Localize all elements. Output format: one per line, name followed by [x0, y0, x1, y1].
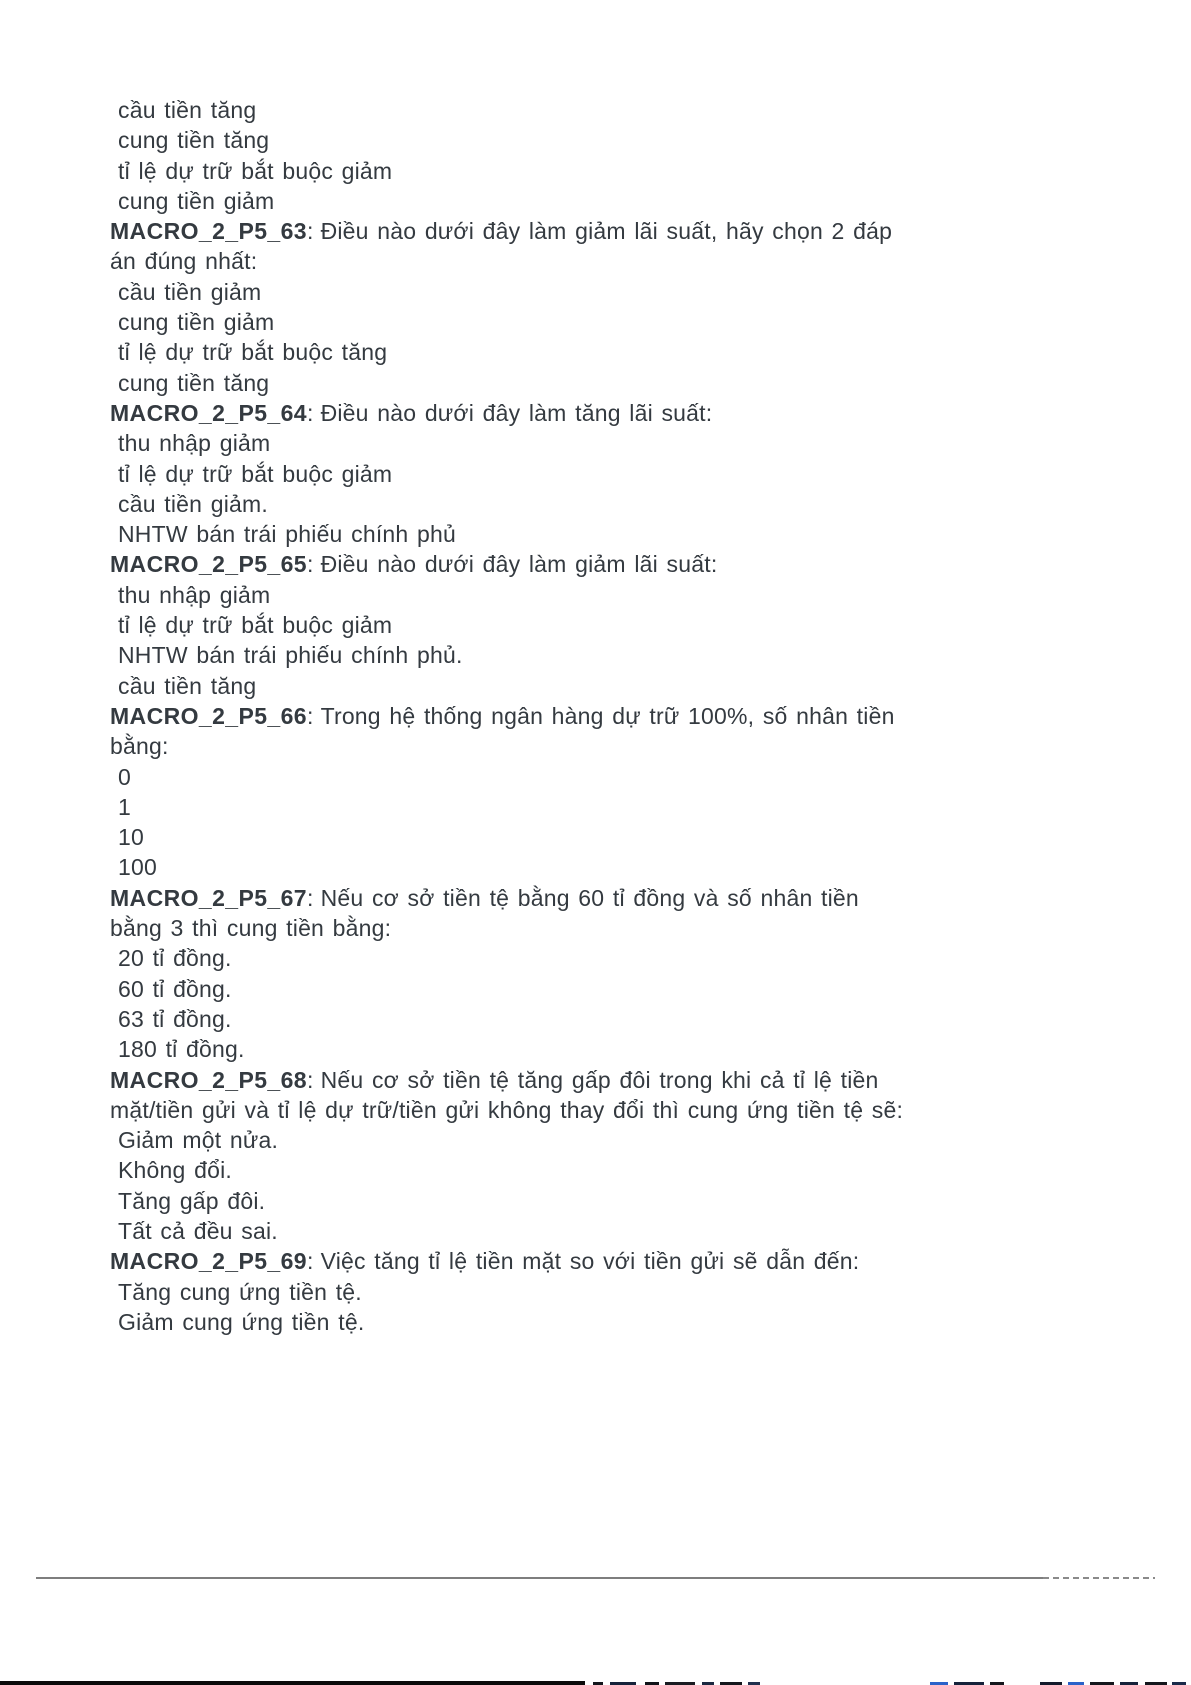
answer-option: thu nhập giảm	[118, 430, 271, 457]
question-list	[110, 95, 1180, 1337]
question-id: MACRO_2_P5_63	[110, 218, 307, 245]
question-first-line	[110, 701, 1180, 731]
question-prompt-line: bằng 3 thì cung tiền bằng:	[110, 915, 392, 942]
question-first-line	[110, 549, 1180, 579]
answer-option: 0	[118, 763, 131, 790]
question-first-line	[110, 398, 1180, 428]
question-id: MACRO_2_P5_64	[110, 399, 307, 426]
answer-option: Tăng cung ứng tiền tệ.	[118, 1278, 362, 1305]
question-block	[110, 549, 1180, 700]
answer-option: thu nhập giảm	[118, 581, 271, 608]
answer-option: 63 tỉ đồng.	[118, 1005, 232, 1032]
question-prompt-line: Nếu cơ sở tiền tệ tăng gấp đôi trong khi cả tỉ lệ tiền	[320, 1066, 879, 1093]
answer-option: cầu tiền tăng	[118, 97, 257, 123]
answer-option: 1	[118, 793, 131, 820]
answer-option: tỉ lệ dự trữ bắt buộc giảm	[118, 612, 393, 639]
footer-divider-dashes	[1043, 1577, 1155, 1579]
question-block	[110, 1065, 1180, 1247]
answer-option: Tất cả đều sai.	[118, 1217, 278, 1244]
question-id-separator: :	[306, 399, 314, 426]
question-prompt-line: Việc tăng tỉ lệ tiền mặt so với tiền gửi sẽ dẫn đến:	[320, 1248, 860, 1275]
question-prompt-line: Nếu cơ sở tiền tệ bằng 60 tỉ đồng và số nhân tiền	[320, 884, 859, 911]
bottom-cutoff-bar	[0, 1681, 585, 1685]
question-id: MACRO_2_P5_69	[110, 1248, 307, 1275]
answer-option: 180 tỉ đồng.	[118, 1036, 245, 1063]
question-block	[110, 398, 1180, 549]
question-block	[110, 216, 1180, 398]
answer-option: Giảm một nửa.	[118, 1127, 279, 1154]
question-block	[110, 701, 1180, 883]
question-id-separator: :	[306, 551, 314, 578]
answer-option: Tăng gấp đôi.	[118, 1187, 266, 1214]
orphan-options-block	[110, 95, 1180, 216]
answer-option: tỉ lệ dự trữ bắt buộc tăng	[118, 339, 388, 366]
answer-option: cung tiền tăng	[118, 127, 270, 154]
question-first-line	[110, 1246, 1180, 1276]
answer-option: Không đổi.	[118, 1157, 232, 1184]
question-id-separator: :	[306, 1066, 314, 1093]
question-id-separator: :	[306, 1248, 314, 1275]
question-first-line	[110, 883, 1180, 913]
question-id: MACRO_2_P5_68	[110, 1066, 307, 1093]
question-prompt-line: bằng:	[110, 733, 169, 760]
answer-option: tỉ lệ dự trữ bắt buộc giảm	[118, 157, 393, 184]
answer-option: NHTW bán trái phiếu chính phủ.	[118, 642, 463, 669]
question-prompt-line: Trong hệ thống ngân hàng dự trữ 100%, số nhân tiền	[320, 702, 895, 729]
question-prompt-line: mặt/tiền gửi và tỉ lệ dự trữ/tiền gửi không thay đổi thì cung ứng tiền tệ sẽ:	[110, 1096, 904, 1123]
footer-divider	[36, 1577, 1043, 1579]
question-block	[110, 883, 1180, 1065]
answer-option: 20 tỉ đồng.	[118, 945, 232, 972]
question-prompt-line: Điều nào dưới đây làm giảm lãi suất, hãy chọn 2 đáp	[320, 218, 893, 245]
answer-option: 60 tỉ đồng.	[118, 975, 232, 1002]
answer-option: tỉ lệ dự trữ bắt buộc giảm	[118, 460, 393, 487]
answer-option: cầu tiền giảm	[118, 278, 262, 305]
question-first-line	[110, 1065, 1180, 1095]
question-prompt-line: Điều nào dưới đây làm giảm lãi suất:	[320, 551, 718, 578]
answer-option: cầu tiền tăng	[118, 672, 257, 699]
question-id: MACRO_2_P5_66	[110, 702, 307, 729]
question-prompt-line: án đúng nhất:	[110, 248, 258, 275]
question-id: MACRO_2_P5_67	[110, 884, 307, 911]
answer-option: cung tiền giảm	[118, 309, 275, 336]
question-id: MACRO_2_P5_65	[110, 551, 307, 578]
answer-option: 10	[118, 824, 144, 851]
question-block	[110, 1246, 1180, 1337]
question-id-separator: :	[306, 884, 314, 911]
answer-option: 100	[118, 854, 157, 881]
answer-option: cung tiền tăng	[118, 369, 270, 396]
answer-option: NHTW bán trái phiếu chính phủ	[118, 521, 456, 548]
answer-option: cầu tiền giảm.	[118, 490, 268, 517]
question-id-separator: :	[306, 702, 314, 729]
question-id-separator: :	[306, 218, 314, 245]
answer-option: Giảm cung ứng tiền tệ.	[118, 1308, 365, 1335]
question-first-line	[110, 216, 1180, 246]
question-prompt-line: Điều nào dưới đây làm tăng lãi suất:	[320, 399, 713, 426]
answer-option: cung tiền giảm	[118, 187, 275, 214]
